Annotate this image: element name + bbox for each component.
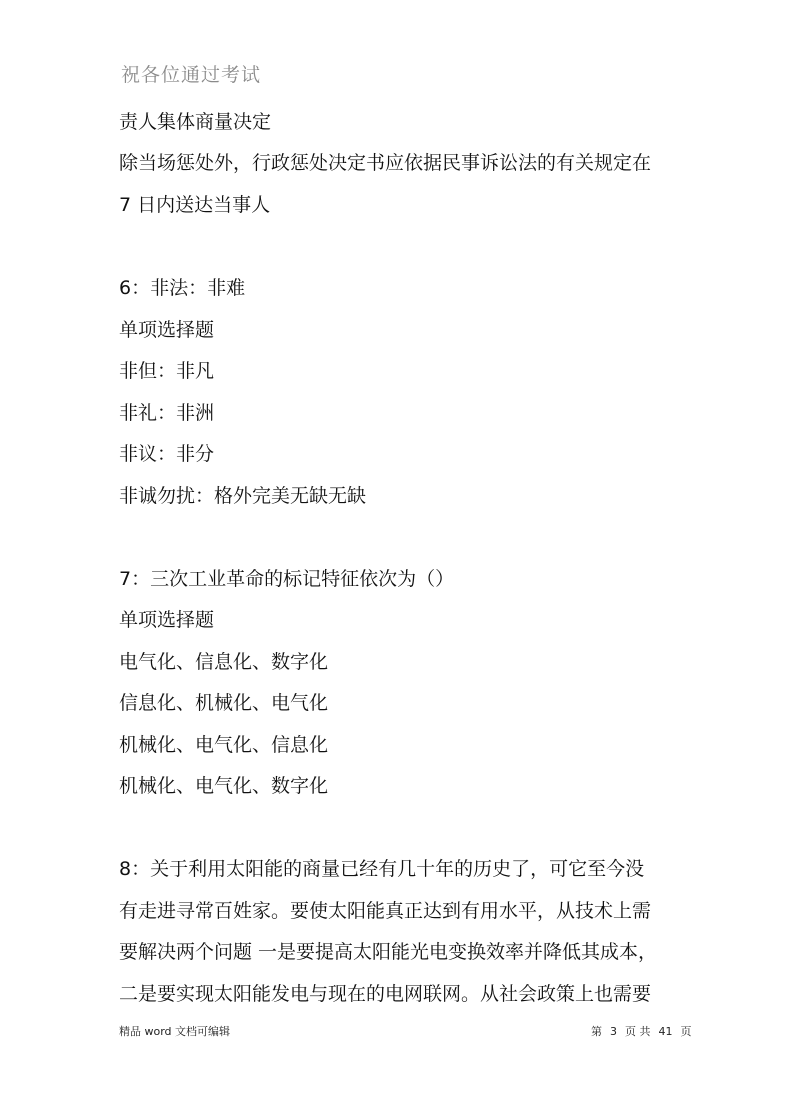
- page-current: 3: [610, 1025, 617, 1038]
- page-number: [587, 1023, 696, 1039]
- option-c: 非议：非分: [119, 443, 215, 465]
- page-total: 41: [658, 1025, 673, 1038]
- page-suffix: 页: [680, 1025, 692, 1038]
- footer-note: 精品 word 文档可编辑: [119, 1025, 231, 1038]
- question-type: 单项选择题: [119, 319, 215, 341]
- option-d: 机械化、电气化、数字化: [119, 775, 329, 797]
- question-type: 单项选择题: [119, 609, 215, 631]
- question-8-text: 有走进寻常百姓家。要使太阳能真正达到有用水平，从技术上需: [119, 900, 652, 922]
- question-7-title: 7：三次工业革命的标记特征依次为（）: [119, 568, 455, 590]
- text-line: 7 日内送达当事人: [119, 194, 271, 216]
- option-d: 非诚勿扰：格外完美无缺无缺: [119, 485, 367, 507]
- option-a: 非但：非凡: [119, 360, 215, 382]
- question-8-text: 要解决两个问题 一是要提高太阳能光电变换效率并降低其成本，: [119, 941, 658, 963]
- page-mid: 页 共: [625, 1025, 651, 1038]
- text-line: 责人集体商量决定: [119, 111, 272, 133]
- option-b: 信息化、机械化、电气化: [119, 692, 329, 714]
- question-8-text: 8：关于利用太阳能的商量已经有几十年的历史了，可它至今没: [119, 858, 645, 880]
- page-prefix: 第: [591, 1025, 602, 1038]
- option-a: 电气化、信息化、数字化: [119, 651, 329, 673]
- page-header: 祝各位通过考试: [121, 64, 262, 86]
- text-line: 除当场惩处外，行政惩处决定书应依据民事诉讼法的有关规定在: [119, 152, 652, 174]
- question-6-title: 6：非法：非难: [119, 277, 246, 299]
- question-8-text: 二是要实现太阳能发电与现在的电网联网。从社会政策上也需要: [119, 983, 652, 1005]
- option-c: 机械化、电气化、信息化: [119, 734, 329, 756]
- option-b: 非礼：非洲: [119, 402, 215, 424]
